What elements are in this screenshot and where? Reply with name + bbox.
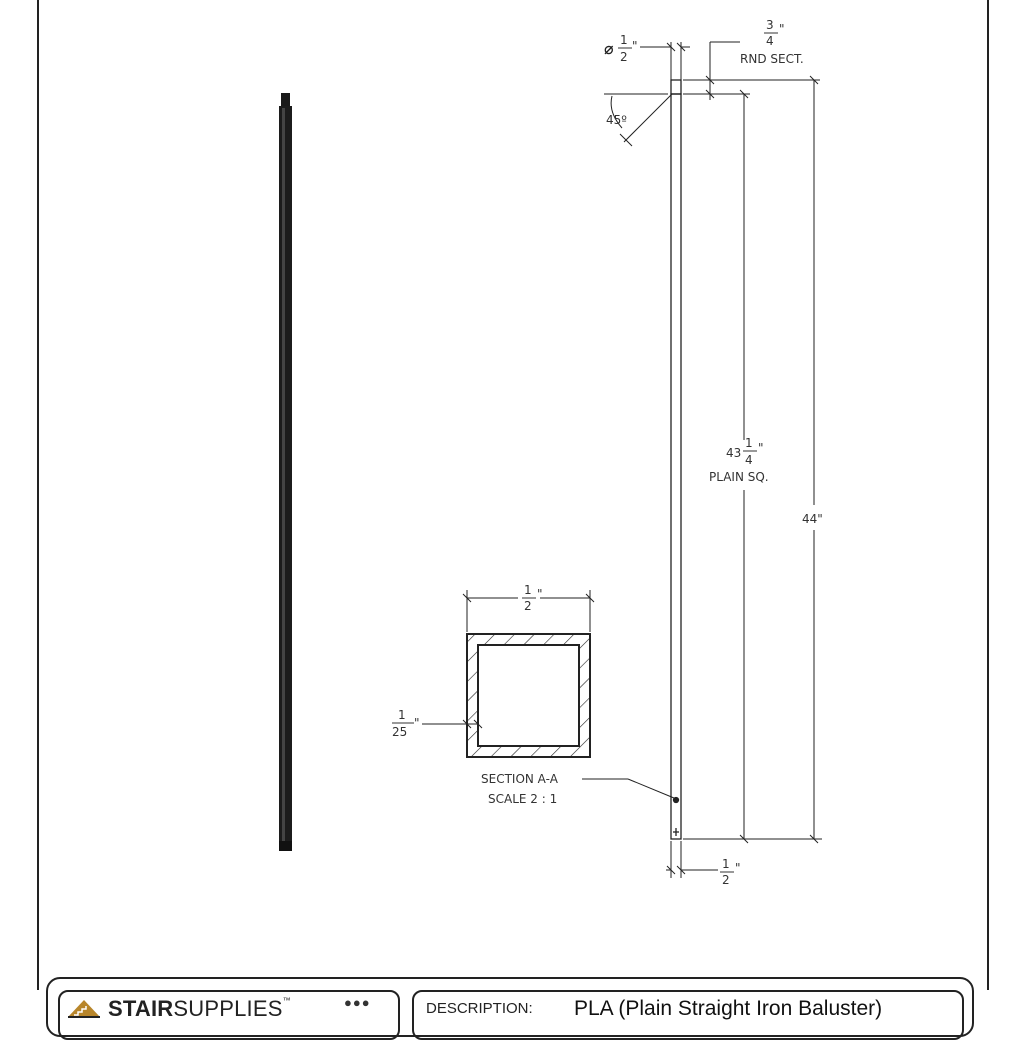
instagram-icon[interactable]: ● [352,995,362,1010]
dia-denominator: 2 [620,50,628,64]
section-a-a-view [467,634,590,757]
bottom-width-dimension [666,841,718,878]
wall-denominator: 25 [392,725,408,739]
svg-text:": " [779,22,785,36]
svg-text:": " [758,441,764,455]
section-width-denominator: 2 [524,599,532,613]
rnd-numerator: 3 [766,18,774,32]
round-section-dimension [683,42,820,100]
angle-label: 45º [606,113,627,127]
overall-length: 44" [802,512,823,526]
social-icons[interactable] [344,995,371,1010]
rnd-denominator: 4 [766,34,774,48]
section-title: SECTION A-A [481,772,558,786]
svg-text:": " [414,716,420,730]
overall-length-dimension [810,76,818,843]
twitter-icon[interactable]: ● [361,995,371,1010]
dia-numerator: 1 [620,33,628,47]
section-width-numerator: 1 [524,583,532,597]
rnd-label: RND SECT. [740,52,804,66]
baluster-3d-view [279,93,292,851]
plain-denominator: 4 [745,453,753,467]
bottom-denominator: 2 [722,873,730,887]
diameter-dimension [640,42,690,80]
diameter-symbol: ⌀ [604,39,614,58]
plain-label: PLAIN SQ. [709,470,769,484]
svg-text:": " [537,587,543,601]
baluster-elevation [671,80,681,839]
section-scale: SCALE 2 : 1 [488,792,558,806]
stairs-logo-icon [66,997,102,1019]
description-label: DESCRIPTION: [426,1000,533,1017]
description-value: PLA (Plain Straight Iron Baluster) [574,997,883,1020]
svg-text:": " [632,39,638,53]
svg-text:": " [735,861,741,875]
plain-numerator: 1 [745,436,753,450]
bottom-numerator: 1 [722,857,730,871]
wall-numerator: 1 [398,708,406,722]
facebook-icon[interactable]: ● [344,995,353,1010]
brand-logo: STAIRSUPPLIES™ [108,996,291,1021]
section-leader [582,779,674,798]
plain-whole: 43 [726,446,742,460]
